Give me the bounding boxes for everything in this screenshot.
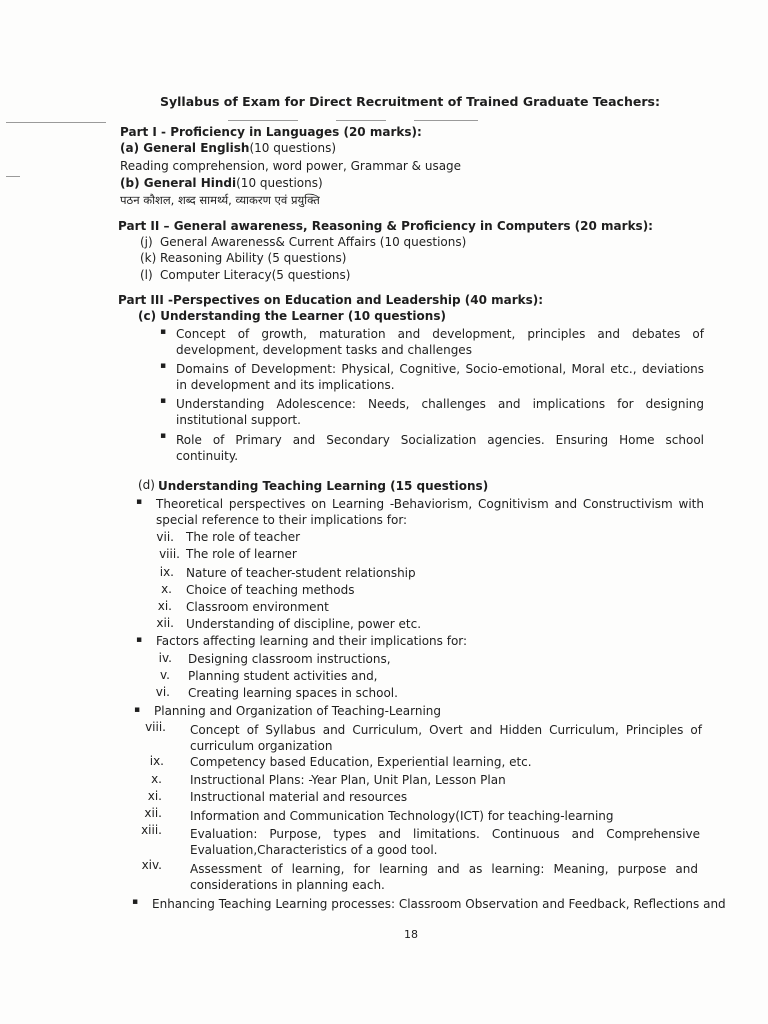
list-num: viii.	[159, 547, 180, 561]
part1-b-heading: (b) General Hindi	[120, 176, 237, 190]
bullet-icon: ▪	[136, 635, 143, 645]
list-num: xiv.	[141, 858, 162, 872]
part1-a-heading: (a) General English	[120, 141, 250, 155]
part3-c-heading: (c) Understanding the Learner (10 questions)	[138, 309, 446, 323]
list-num: xi.	[147, 789, 162, 803]
part1-a-count: (10 questions)	[249, 141, 337, 155]
bullet-icon: ▪	[160, 327, 167, 337]
bullet-icon: ▪	[160, 431, 167, 441]
list-text: Choice of teaching methods	[186, 583, 355, 597]
part3-d-num: (d)	[138, 478, 155, 492]
part3-heading: Part III -Perspectives on Education and Leadership (40 marks):	[118, 293, 544, 307]
list-num: vi.	[155, 685, 170, 699]
list-text: Creating learning spaces in school.	[188, 686, 398, 700]
part3-d-bullet: Theoretical perspectives on Learning -Behaviorism, Cognitivism and Constructivism with special reference to their implications for:	[156, 497, 704, 527]
part3-d-bullet: Planning and Organization of Teaching-Learning	[154, 704, 442, 718]
page-number: 18	[404, 928, 418, 941]
scan-artifact-line	[6, 122, 106, 123]
list-text: Designing classroom instructions,	[188, 652, 391, 666]
part2-item-num: (k)	[140, 251, 157, 265]
page-title: Syllabus of Exam for Direct Recruitment of Trained Graduate Teachers:	[160, 94, 660, 109]
part3-c-bullet: Concept of growth, maturation and development, principles and debates of development, development tasks and challenges	[176, 327, 704, 357]
part1-heading: Part I - Proficiency in Languages (20 marks):	[120, 125, 422, 139]
part3-d-bullet: Enhancing Teaching Learning processes: Classroom Observation and Feedback, Reflections and	[152, 897, 726, 911]
scan-artifact-line	[228, 120, 298, 121]
list-num: xiii.	[141, 823, 162, 837]
list-num: xii.	[156, 616, 174, 630]
part1-b-text: पठन कौशल, शब्द सामर्थ्य, व्याकरण एवं प्रयुक्ति	[120, 193, 320, 207]
scan-artifact-line	[414, 120, 478, 121]
list-text: Instructional Plans: -Year Plan, Unit Plan, Lesson Plan	[190, 773, 506, 787]
part3-c-bullet: Domains of Development: Physical, Cognitive, Socio-emotional, Moral etc., deviations in development and its implications.	[176, 362, 704, 392]
list-text: Evaluation: Purpose, types and limitations. Continuous and Comprehensive Evaluation,Characteristics of a good tool.	[190, 827, 700, 857]
bullet-icon: ▪	[160, 361, 167, 371]
part2-item-num: (j)	[140, 235, 153, 249]
part3-d-bullet: Factors affecting learning and their implications for:	[156, 634, 468, 648]
bullet-icon: ▪	[132, 897, 139, 907]
list-num: vii.	[156, 530, 174, 544]
part2-item-text: General Awareness& Current Affairs (10 questions)	[160, 235, 467, 249]
list-num: xi.	[157, 599, 172, 613]
part3-d-heading: Understanding Teaching Learning (15 questions)	[158, 479, 489, 493]
list-num: x.	[161, 582, 172, 596]
part1-b-line	[120, 175, 323, 191]
part2-heading: Part II – General awareness, Reasoning & Proficiency in Computers (20 marks):	[118, 219, 653, 233]
part3-c-bullet: Role of Primary and Secondary Socialization agencies. Ensuring Home school continuity.	[176, 433, 704, 463]
scan-artifact-line	[336, 120, 386, 121]
list-text: Assessment of learning, for learning and as learning: Meaning, purpose and considerations in planning each.	[190, 862, 698, 892]
part1-a-line	[120, 140, 336, 156]
part2-item-num: (l)	[140, 268, 153, 282]
list-num: xii.	[144, 806, 162, 820]
list-text: Planning student activities and,	[188, 669, 378, 683]
part2-item-text: Computer Literacy(5 questions)	[160, 268, 351, 282]
list-text: Classroom environment	[186, 600, 329, 614]
list-num: ix.	[149, 754, 164, 768]
part1-b-count: (10 questions)	[236, 176, 323, 190]
list-num: iv.	[158, 651, 172, 665]
list-num: ix.	[159, 565, 174, 579]
list-text: The role of learner	[186, 547, 297, 561]
list-text: Competency based Education, Experiential learning, etc.	[190, 755, 532, 769]
part3-c-bullet: Understanding Adolescence: Needs, challenges and implications for designing institutional support.	[176, 397, 704, 427]
part2-item-text: Reasoning Ability (5 questions)	[160, 251, 347, 265]
list-text: Information and Communication Technology(ICT) for teaching-learning	[190, 809, 614, 823]
part1-a-text: Reading comprehension, word power, Grammar & usage	[120, 159, 462, 173]
list-text: Concept of Syllabus and Curriculum, Overt and Hidden Curriculum, Principles of curriculum organization	[190, 723, 702, 753]
bullet-icon: ▪	[136, 497, 143, 507]
list-text: Nature of teacher-student relationship	[186, 566, 416, 580]
scan-artifact-line	[6, 176, 20, 177]
list-text: Instructional material and resources	[190, 790, 408, 804]
list-num: viii.	[145, 720, 166, 734]
list-num: x.	[151, 772, 162, 786]
bullet-icon: ▪	[160, 396, 167, 406]
list-text: Understanding of discipline, power etc.	[186, 617, 422, 631]
list-text: The role of teacher	[186, 530, 301, 544]
bullet-icon: ▪	[134, 705, 141, 715]
list-num: v.	[160, 668, 170, 682]
